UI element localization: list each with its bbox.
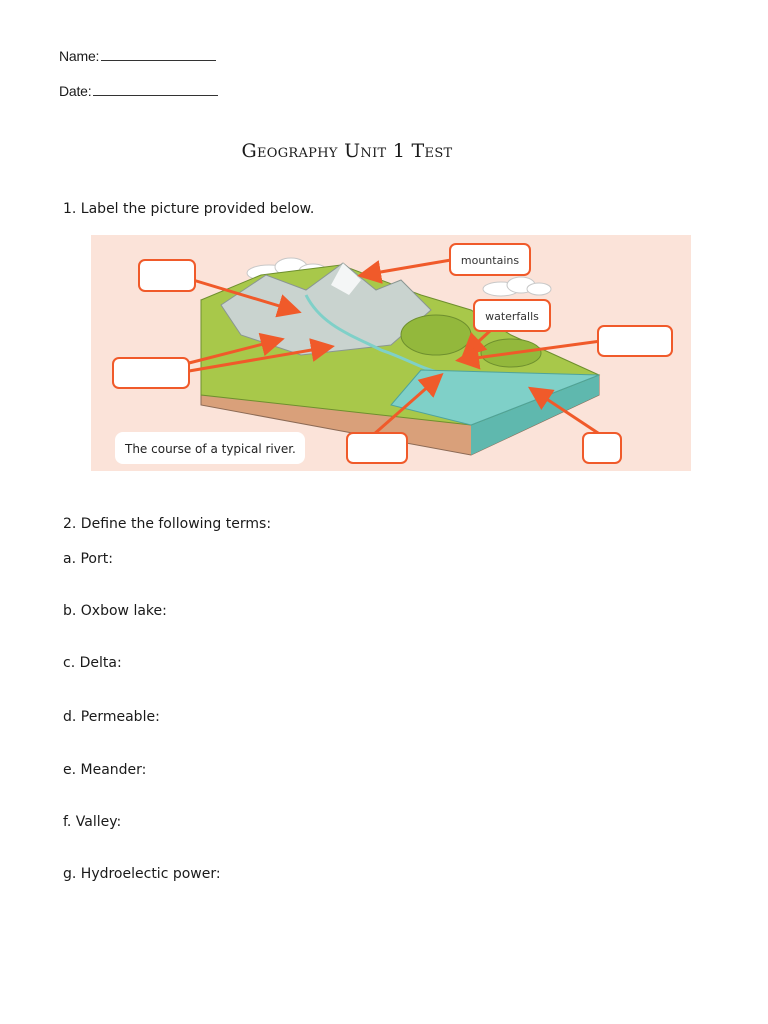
name-field	[59, 46, 216, 64]
blank-label-box-3[interactable]	[598, 326, 672, 356]
blank-label-box-4[interactable]	[347, 433, 407, 463]
blank-label-box-1[interactable]	[139, 260, 195, 291]
page-title: Geography Unit 1 Test	[241, 140, 453, 162]
river-diagram-svg	[91, 235, 691, 471]
term-oxbow-lake: b. Oxbow lake:	[63, 603, 167, 619]
waterfalls-label: waterfalls	[485, 310, 539, 323]
question-2: 2. Define the following terms:	[63, 516, 272, 532]
name-label: Name:	[59, 48, 100, 64]
river-diagram	[91, 235, 691, 471]
term-hydroelectric-power: g. Hydroelectic power:	[63, 866, 221, 882]
term-valley: f. Valley:	[63, 814, 122, 830]
date-label: Date:	[59, 83, 92, 99]
date-blank-line[interactable]	[93, 81, 218, 96]
mountains-label: mountains	[460, 254, 520, 267]
term-port: a. Port:	[63, 551, 113, 567]
diagram-caption: The course of a typical river.	[125, 442, 296, 456]
blank-label-box-2[interactable]	[113, 358, 189, 388]
date-field	[59, 81, 218, 99]
name-blank-line[interactable]	[101, 46, 216, 61]
question-1: 1. Label the picture provided below.	[63, 201, 315, 217]
term-permeable: d. Permeable:	[63, 709, 160, 725]
blank-label-box-5[interactable]	[583, 433, 621, 463]
term-delta: c. Delta:	[63, 655, 122, 671]
term-meander: e. Meander:	[63, 762, 147, 778]
